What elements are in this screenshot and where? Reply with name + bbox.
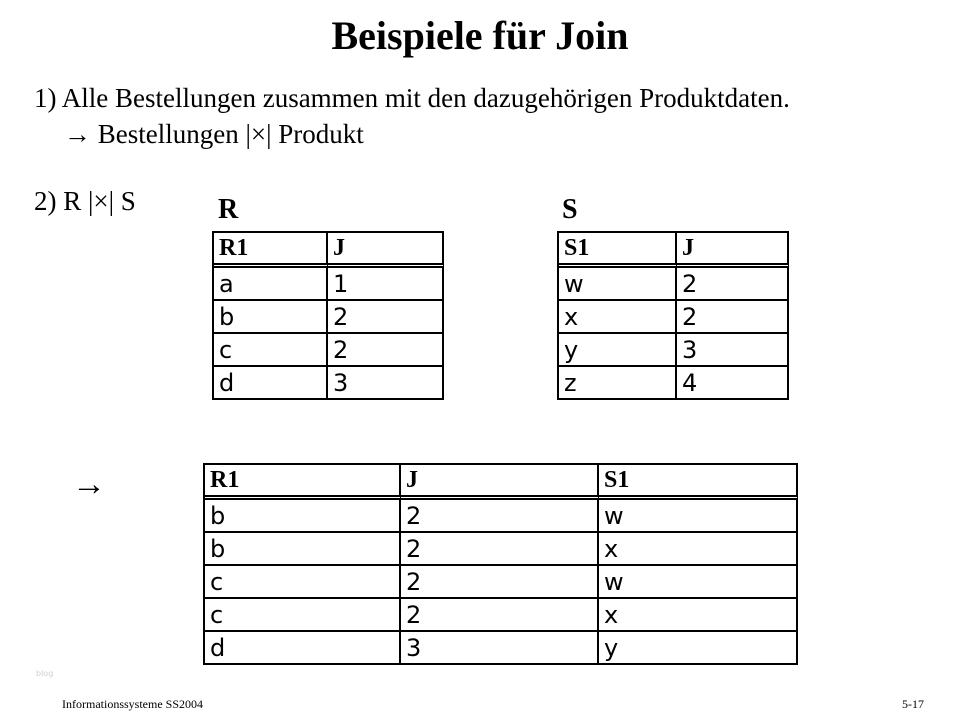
- column-header: J: [328, 233, 444, 268]
- table-row: [559, 268, 789, 301]
- table-cell: w: [599, 566, 798, 599]
- table-cell: x: [599, 599, 798, 632]
- table-cell: 2: [677, 301, 789, 334]
- table-cell: 4: [677, 367, 789, 400]
- example-1-expression: → Bestellungen |×| Produkt: [64, 119, 364, 149]
- table-cell: a: [214, 268, 328, 301]
- table-header-row: [205, 465, 798, 500]
- table-cell: b: [205, 500, 401, 533]
- table-row: [205, 566, 798, 599]
- table-row: [214, 301, 444, 334]
- table-cell: d: [214, 367, 328, 400]
- column-header: J: [401, 465, 599, 500]
- table-cell: 2: [401, 566, 599, 599]
- table-row: [205, 599, 798, 632]
- table-cell: 3: [677, 334, 789, 367]
- footer-course-title: Informationssysteme SS2004: [62, 697, 203, 711]
- table-cell: c: [205, 566, 401, 599]
- table-row: [214, 334, 444, 367]
- column-header: S1: [559, 233, 677, 268]
- table-cell: w: [559, 268, 677, 301]
- table-cell: b: [205, 533, 401, 566]
- table-cell: w: [599, 500, 798, 533]
- table-cell: x: [559, 301, 677, 334]
- footer-page-number: 5-17: [902, 697, 924, 711]
- table-header-row: [559, 233, 789, 268]
- table-cell: 2: [401, 533, 599, 566]
- watermark: blog: [36, 669, 54, 678]
- result-arrow-icon: →: [72, 466, 106, 503]
- table-row: [559, 334, 789, 367]
- table-cell: 3: [328, 367, 444, 400]
- column-header: R1: [205, 465, 401, 500]
- table-cell: d: [205, 632, 401, 665]
- slide-title: Beispiele für Join: [331, 13, 629, 58]
- table-row: [205, 632, 798, 665]
- table-cell: 2: [401, 500, 599, 533]
- example-2-expression: 2) R |×| S: [34, 186, 136, 216]
- table-cell: c: [214, 334, 328, 367]
- relation-s-table: [557, 231, 789, 400]
- join-result-table: [203, 463, 798, 665]
- table-row: [214, 367, 444, 400]
- table-cell: 3: [401, 632, 599, 665]
- table-cell: y: [599, 632, 798, 665]
- table-row: [559, 367, 789, 400]
- table-cell: 2: [328, 301, 444, 334]
- table-cell: 2: [677, 268, 789, 301]
- table-row: [214, 268, 444, 301]
- relation-r-label: R: [218, 194, 239, 225]
- table-cell: b: [214, 301, 328, 334]
- example-1-text: 1) Alle Bestellungen zusammen mit den dazugehörigen Produktdaten.: [34, 83, 790, 113]
- table-cell: y: [559, 334, 677, 367]
- column-header: J: [677, 233, 789, 268]
- table-cell: 2: [328, 334, 444, 367]
- column-header: S1: [599, 465, 798, 500]
- table-cell: x: [599, 533, 798, 566]
- table-cell: z: [559, 367, 677, 400]
- table-row: [205, 500, 798, 533]
- table-cell: 2: [401, 599, 599, 632]
- column-header: R1: [214, 233, 328, 268]
- relation-r-table: [212, 231, 444, 400]
- table-row: [559, 301, 789, 334]
- table-row: [205, 533, 798, 566]
- relation-s-label: S: [562, 194, 578, 225]
- table-header-row: [214, 233, 444, 268]
- table-cell: c: [205, 599, 401, 632]
- table-cell: 1: [328, 268, 444, 301]
